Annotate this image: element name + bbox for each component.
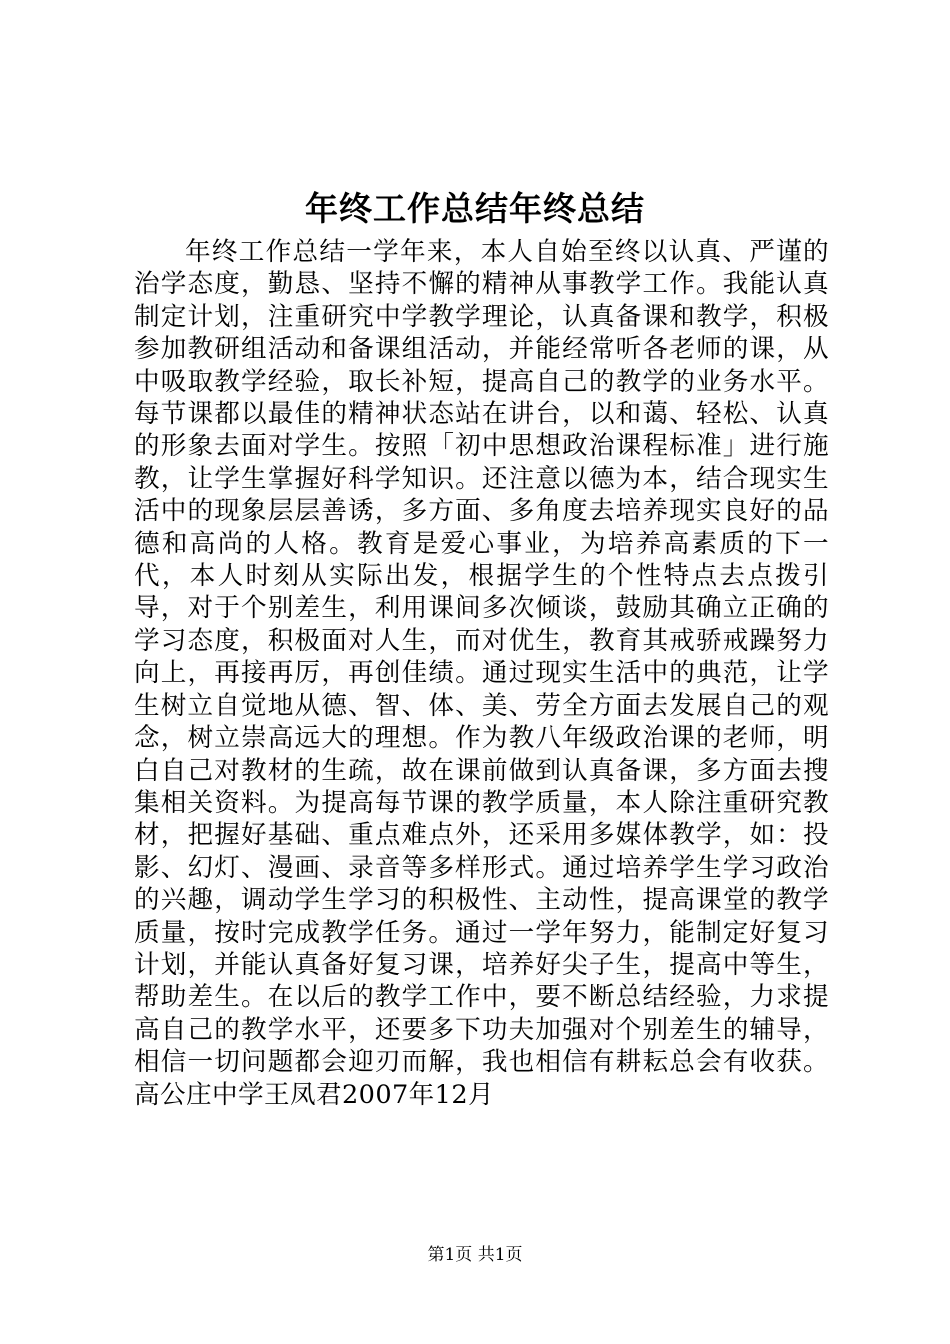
- document-body-paragraph: 年终工作总结一学年来，本人自始至终以认真、严谨的治学态度，勤恳、坚持不懈的精神从事教学工作。我能认真制定计划，注重研究中学教学理论，认真备课和教学，积极参加教研组活动和备课组活动，并能经常听各老师的课，从中吸取教学经验，取长补短，提高自己的教学的业务水平。每节课都以最佳的精神状态站在讲台，以和蔼、轻松、认真的形象去面对学生。按照「初中思想政治课程标准」进行施教，让学生掌握好科学知识。还注意以德为本，结合现实生活中的现象层层善诱，多方面、多角度去培养现实良好的品德和高尚的人格。教育是爱心事业，为培养高素质的下一代，本人时刻从实际出发，根据学生的个性特点去点拨引导，对于个别差生，利用课间多次倾谈，鼓励其确立正确的学习态度，积极面对人生，而对优生，教育其戒骄戒躁努力向上，再接再厉，再创佳绩。通过现实生活中的典范，让学生树立自觉地从德、智、体、美、劳全方面去发展自己的观念，树立崇高远大的理想。作为教八年级政治课的老师，明白自己对教材的生疏，故在课前做到认真备课，多方面去搜集相关资料。为提高每节课的教学质量，本人除注重研究教材，把握好基础、重点难点外，还采用多媒体教学，如：投影、幻灯、漫画、录音等多样形式。通过培养学生学习政治的兴趣，调动学生学习的积极性、主动性，提高课堂的教学质量，按时完成教学任务。通过一学年努力，能制定好复习计划，并能认真备好复习课，培养好尖子生，提高中等生，帮助差生。在以后的教学工作中，要不断总结经验，力求提高自己的教学水平，还要多下功夫加强对个别差生的辅导，相信一切问题都会迎刃而解，我也相信有耕耘总会有收获。高公庄中学王凤君2007年12月: [134, 237, 829, 1110]
- document-title: 年终工作总结年终总结: [305, 189, 645, 228]
- page-number-footer: 第1页 共1页: [427, 1245, 523, 1265]
